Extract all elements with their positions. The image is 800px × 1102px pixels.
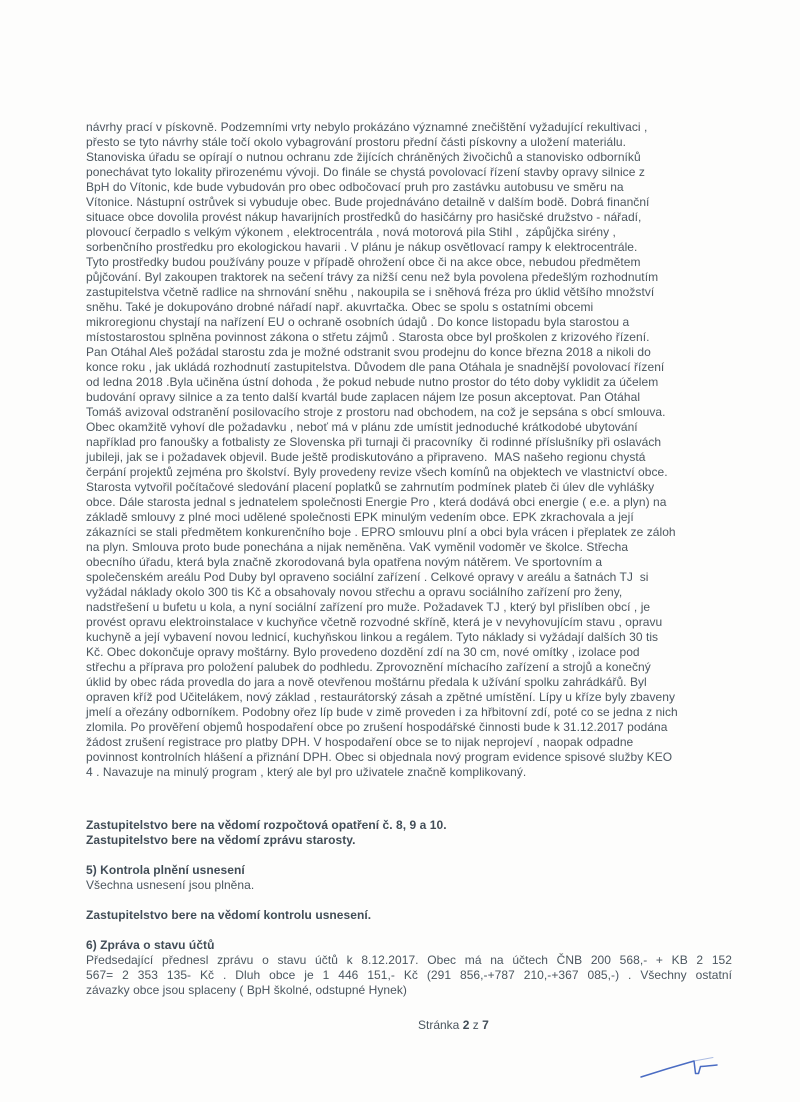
text-line: povinnost kontrolních hlášení a přiznání DPH. Obec si objednala nový program evidence spisové služby KEO xyxy=(86,750,673,764)
text-line: 4 . Navazuje na minulý program , který ale byl pro uživatele značně komplikovaný. xyxy=(86,765,527,779)
text-line: od ledna 2018 .Byla učiněna ústní dohoda , že pokud nebude nutno prostor do této doby vyklidit za účelem xyxy=(86,375,659,389)
section-5-heading: 5) Kontrola plnění usnesení xyxy=(86,863,245,877)
text-line: čerpání projektů zejména pro školství. Byly provedeny revize všech komínů na objektech ve vlastnictví obce. xyxy=(86,465,668,479)
text-line: Předsedající přednesl zprávu o stavu účtů k 8.12.2017. Obec má na účtech ČNB 200 568,- + KB 2 152 xyxy=(86,953,732,967)
section-5 xyxy=(86,863,732,893)
text-line: 567= 2 353 135- Kč . Dluh obce je 1 446 151,- Kč (291 856,-+787 210,-+367 085,-) . Všechny ostatní xyxy=(86,968,732,982)
report-paragraph xyxy=(86,120,732,780)
text-line: zlomila. Po prověření objemů hospodaření obce po zrušení hospodářské činnosti bude k 31.12.2017 podána xyxy=(86,720,668,734)
text-line: Obec okamžitě vyhoví dle požadavku , neboť má v plánu zde umístit jednoduché krátkodobé ubytování xyxy=(86,420,638,434)
text-line: místostarostou splněna povinnost zákona o střetu zájmů . Starosta obce byl proškolen z krizového řízení. xyxy=(86,330,650,344)
text-line: vyžádal náklady okolo 300 tis Kč a obsahovaly novou střechu a opravu sociálního zařízení pro ženy, xyxy=(86,585,623,599)
text-line: půjčování. Byl zakoupen traktorek na sečení trávy za nižší cenu než byla povolena předešlým rozhodnutím xyxy=(86,270,659,284)
text-line: Pan Otáhal Aleš požádal starostu zda je možné odstranit svou prodejnu do konce března 2018 a nikoli do xyxy=(86,345,651,359)
text-line: Tyto prostředky budou používány pouze v případě ohrožení obce či na akce obce, nebudou předmětem xyxy=(86,255,641,269)
text-line: BpH do Vítonic, kde bude vybudován pro obec odbočovací pruh pro zastávku autobusu ve směru na xyxy=(86,180,624,194)
text-line: jmelí a ořezány odborníkem. Podobny ořez líp bude v zimě proveden i za hřbitovní zdí, poté co se jedna z nich xyxy=(86,705,678,719)
section-6 xyxy=(86,938,732,998)
text-line: obce. Dále starosta jednal s jednatelem společnosti Energie Pro , která dodává obci energie ( e.e. a plyn) na xyxy=(86,495,667,509)
text-line: sněhu. Také je dokupováno drobné nářadí např. akuvrtačka. Obec se spolu s ostatními obcemi xyxy=(86,300,594,314)
text-line: návrhy prací v pískovně. Podzemními vrty nebylo prokázáno významné znečištění vyžadující rekultivaci , xyxy=(86,120,648,134)
text-line: situace obce dovolila provést nákup havarijních prostředků do hasičárny pro hasičské družstvo - nářadí, xyxy=(86,210,642,224)
resolution-line: Zastupitelstvo bere na vědomí zprávu starosty. xyxy=(86,833,356,847)
footer-label: Stránka xyxy=(418,1018,463,1032)
text-line: Tomáš avizoval odstranění posilovacího stroje z prostoru nad obchodem, na což je sepsána s obcí smlouva. xyxy=(86,405,666,419)
text-line: sorbenčního prostředku pro ekologickou havarii . V plánu je nákup osvětlovací rampy k elektrocentrále. xyxy=(86,240,638,254)
text-line: Starosta vytvořil počítačové sledování placení poplatků se zahrnutím podmínek plateb či úlev dle vyhlášky xyxy=(86,480,655,494)
text-line: plovoucí čerpadlo s velkým výkonem , elektrocentrála , nová motorová pila Stihl , zápůjčka sirény , xyxy=(86,225,616,239)
page-footer xyxy=(418,1018,489,1033)
text-line: kuchyně a její vybavení novou lednicí, kuchyňskou linkou a regálem. Tyto náklady si vyžádají dalších 30 tis xyxy=(86,630,659,644)
text-line: závazky obce jsou splaceny ( BpH školné, odstupné Hynek) xyxy=(86,983,407,997)
text-line: střechu a příprava pro položení palubek do podhledu. Zprovoznění míchacího zařízení a strojů a konečný xyxy=(86,660,651,674)
text-line: konce roku , jak ukládá rozhodnutí zastupitelstva. Důvodem dle pana Otáhala je snadnější povolovací řízení xyxy=(86,360,665,374)
text-line: provést opravu elektroinstalace v kuchyňce včetně rozvodné skříně, která je v nevyhovujícím stavu , opravu xyxy=(86,615,663,629)
footer-separator: z xyxy=(469,1018,483,1032)
section-6-heading: 6) Zpráva o stavu účtů xyxy=(86,938,215,952)
text-line: opraven kříž pod Učitelákem, nový základ , restaurátorský zásah a zpětné umístění. Lípy u kříze byly zbaveny xyxy=(86,690,676,704)
text-line: Stanoviska úřadu se opírají o nutnou ochranu zde žijících chráněných živočichů a stanovisko odborníků xyxy=(86,150,641,164)
text-line: ponechávat tyto lokality přirozenému vývoji. Do finále se chystá povolovací řízení stavby opravy silnice z xyxy=(86,165,645,179)
text-line: společenském areálu Pod Duby byl opraveno sociální zařízení . Celkové opravy v areálu a šatnách TJ si xyxy=(86,570,649,584)
text-line: obecního úřadu, která byla značně zkorodovaná byla opatřena novým nátěrem. Ve sportovním a xyxy=(86,555,603,569)
resolution-line: Zastupitelstvo bere na vědomí rozpočtová opatření č. 8, 9 a 10. xyxy=(86,818,447,832)
text-line: mikroregionu chystají na nařízení EU o ochraně osobních údajů . Do konce listopadu byla starostou a xyxy=(86,315,630,329)
text-line: úklid by obec ráda provedla do jara a nově otevřenou moštárnu předala k užívání spolku zahrádkářů. Byl xyxy=(86,675,647,689)
text-line: na plyn. Smlouva proto bude ponechána a nijak neměněna. VaK vyměnil vodoměr ve školce. Střecha xyxy=(86,540,629,554)
text-line: Kč. Obec dokončuje opravy moštárny. Bylo provedeno dozdění zdí na 30 cm, nové omítky , izolace pod xyxy=(86,645,640,659)
text-line: například pro fanoušky a fotbalisty ze Slovenska při turnaji či pracovníky či rodinné příslušníky při oslavách xyxy=(86,435,662,449)
text-line: zastupitelstva včetně radlice na shrnování sněhu , nakoupila se i sněhová fréza pro úklid většího množství xyxy=(86,285,655,299)
text-line: Vítonice. Nástupní ostrůvek si vybuduje obec. Bude projednáváno detailně v dalším bodě. Dobrá finanční xyxy=(86,195,650,209)
text-line: budování opravy silnice a za tento další kvartál bude zaplacen nájem lze posun akceptovat. Pan Otáhal xyxy=(86,390,641,404)
text-line: nadstřešení u bufetu u kola, a nyní sociální zařízení pro muže. Požadavek TJ , který byl přislíben obcí , je xyxy=(86,600,651,614)
footer-page-number: 2 xyxy=(462,1018,470,1032)
footer-total-pages: 7 xyxy=(482,1018,489,1032)
text-line: zákazníci se stali předmětem konkurenčního boje . EPRO smlouvu plní a obci byla vrácen i přeplatek ze záloh xyxy=(86,525,676,539)
resolution-line: Zastupitelstvo bere na vědomí kontrolu usnesení. xyxy=(86,908,372,922)
text-line: přesto se tyto návrhy stále točí okolo vybagrování prostoru přední části pískovny a uložení materiálu. xyxy=(86,135,627,149)
section-5-body: Všechna usnesení jsou plněna. xyxy=(86,878,255,892)
text-line: žádost zrušení registrace pro platby DPH. V hospodaření obce se to nijak neprojeví , naopak odpadne xyxy=(86,735,634,749)
text-line: základě smlouvy z plné moci udělené společnosti EPK minulým vedením obce. EPK zkrachovala a její xyxy=(86,510,634,524)
resolutions-block xyxy=(86,818,732,848)
text-line: jubileji, jak se i požadavek objevil. Bude ještě prodiskutováno a připraveno. MAS našeho regionu chystá xyxy=(86,450,646,464)
section-5-resolution-block xyxy=(86,908,732,923)
